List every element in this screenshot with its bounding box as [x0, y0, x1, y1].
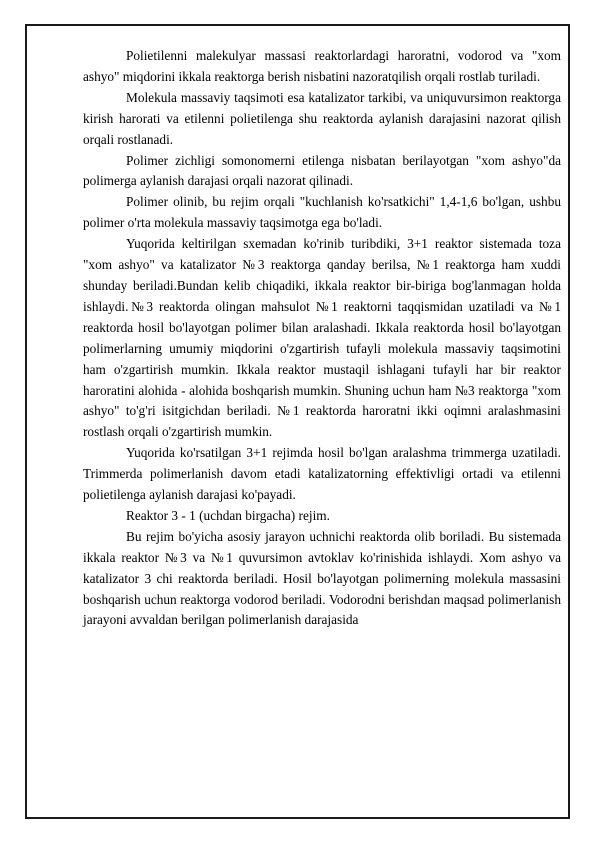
document-body [83, 46, 561, 631]
paragraph-trimmer: Yuqorida ko'rsatilgan 3+1 rejimda hosil bo'lgan aralashma trimmerga uzatiladi. Trimmerda polimerlanish davom etadi katalizatorning effektivligi ortadi va etilenni polietilenga aylanish darajasi ko'payadi. [83, 445, 561, 503]
paragraph-molecular-mass: Polietilenni malekulyar massasi reaktorlardagi haroratni, vodorod va "xom ashyo" miqdorini ikkala reaktorga berish nisbatini nazoratqilish orqali rostlab turiladi. [83, 48, 561, 84]
paragraph-3plus1-scheme: Yuqorida keltirilgan sxemadan ko'rinib turibdiki, 3+1 reaktor sistemada toza "xom ashyo" va katalizator №3 reaktorga qanday berilsa, №1 reaktorga ham xuddi shunday beriladi.Bundan kelib chiqadiki, ikkala reaktor bir-biriga bog'lanmagan holda ishlaydi.№3 reaktorda olingan mahsulot №1 reaktorni taqqismidan uzatiladi va №1 reaktorda hosil bo'layotgan polimer bilan aralashadi. Ikkala reaktorda hosil bo'layotgan polimerlarning umumiy miqdorini o'zgartirish tufayli molekula massaviy taqsimotini ham o'zgartirish mumkin. Ikkala reaktor mustaqil ishlagani tufayli har bir reaktor haroratini alohida - alohida boshqarish mumkin. Shuning uchun ham №3 reaktorga "xom ashyo" to'g'ri isitgichdan beriladi. №1 reaktorda haroratni ikki oqimni aralashmasini rostlash orqali o'zgartirish mumkin. [83, 236, 561, 440]
paragraph-regime-description: Bu rejim bo'yicha asosiy jarayon uchnichi reaktorda olib boriladi. Bu sistemada ikkala reaktor №3 va №1 quvursimon avtoklav ko'rinishida ishlaydi. Xom ashyo va katalizator 3 chi reaktorda beriladi. Hosil bo'layotgan polimerning molekula massasini boshqarish uchun reaktorga vodorod beriladi. Vodorodni berishdan maqsad polimerlanish jarayoni avvaldan berilgan polimerlanish darajasida [83, 528, 561, 628]
paragraph-polymer-density: Polimer zichligi somonomerni etilenga nisbatan berilayotgan "xom ashyo"da polimerga aylanish darajasi orqali nazorat qilinadi. [83, 152, 561, 189]
paragraph-regime-heading: Reaktor 3 - 1 (uchdan birgacha) rejim. [126, 507, 330, 523]
paragraph-stress-index: Polimer olinib, bu rejim orqali "kuchlanish ko'rsatkichi" 1,4-1,6 bo'lgan, ushbu polimer o'rta molekula massaviy taqsimotga ega bo'ladi. [83, 194, 561, 231]
paragraph-mass-distribution: Molekula massaviy taqsimoti esa katalizator tarkibi, va uniquvursimon reaktorga kirish harorati va etilenni polietilenga shu reaktorda aylanish darajasini nazorat qilish orqali rostlanadi. [83, 89, 561, 147]
